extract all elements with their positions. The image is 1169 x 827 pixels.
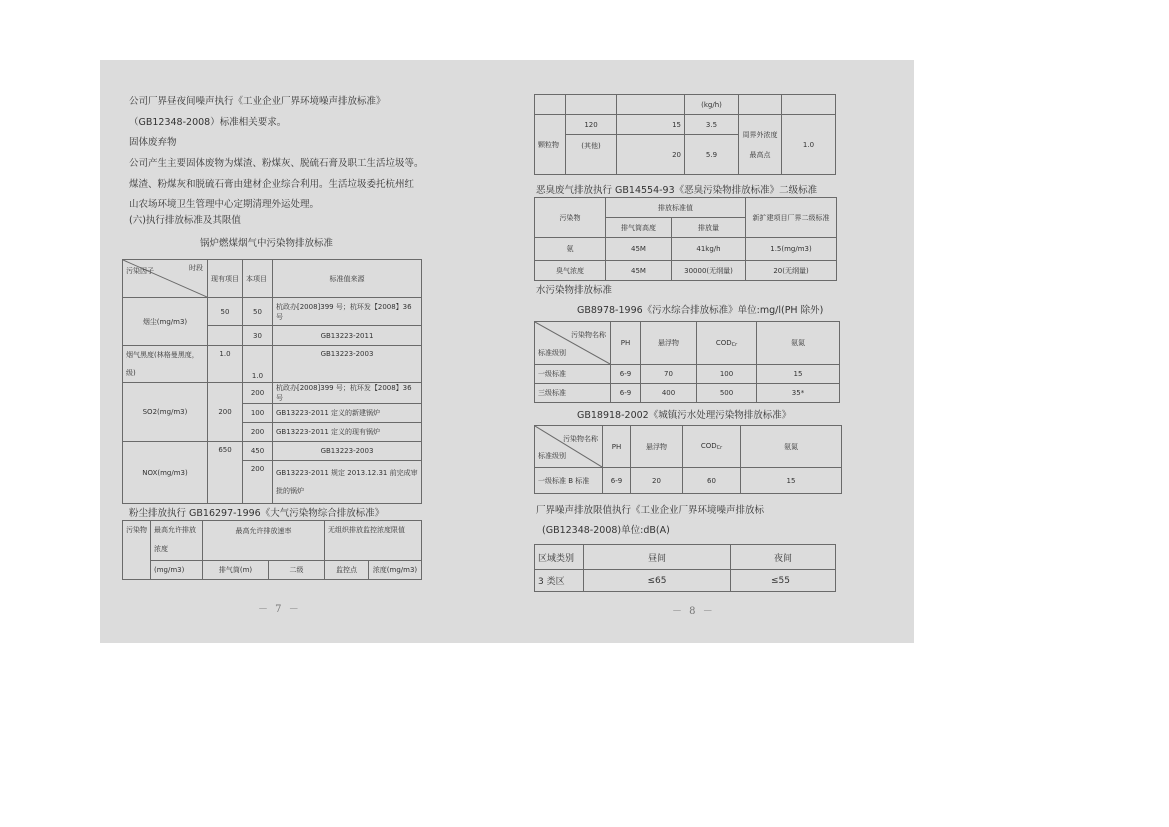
cell: 200 — [243, 461, 273, 504]
cell: 450 — [243, 442, 273, 461]
cell: GB13223-2003 — [273, 442, 422, 461]
header-max-rate: 最高允许排放速率 — [203, 521, 325, 561]
cell: 650 — [208, 442, 243, 504]
cell: 6-9 — [603, 468, 631, 494]
section-heading: 水污染物排放标准 — [536, 285, 613, 296]
header-max-conc: 最高允许排放浓度 — [151, 521, 203, 561]
header-standard-level: 标准级别 — [538, 349, 566, 357]
cell: GB13223-2011 定义的现有锅炉 — [273, 423, 422, 442]
body-line: 公司产生主要固体废物为煤渣、粉煤灰、脱硫石膏及职工生活垃圾等。 — [129, 158, 424, 169]
cod-subscript: Cr — [716, 445, 723, 451]
row-label: 烟尘(mg/m3) — [123, 298, 208, 346]
header-factor: 污染因子 — [126, 267, 154, 275]
cell: 杭政办[2008]399 号；杭环发【2008】36 号 — [273, 383, 422, 404]
wastewater-table-gb8978 — [534, 321, 840, 403]
cell: 70 — [641, 365, 697, 384]
document-page-8 — [507, 60, 914, 643]
cell: 一级标准 B 标准 — [535, 468, 603, 494]
cell: 臭气浓度 — [535, 261, 606, 281]
table-row — [123, 442, 422, 461]
cell: 6-9 — [611, 384, 641, 403]
cell: 35* — [757, 384, 840, 403]
header-boundary: 新扩建项目厂界二级标准 — [746, 198, 837, 238]
table-row — [535, 384, 840, 403]
noise-limit-table — [534, 544, 836, 592]
header-day: 昼间 — [584, 545, 731, 570]
cell: 1.0 — [243, 346, 273, 383]
table-row — [123, 298, 422, 326]
header-cod — [697, 322, 757, 365]
table-row — [123, 383, 422, 404]
cell — [739, 95, 782, 115]
cell: 杭政办[2008]399 号；杭环发【2008】36 号 — [273, 298, 422, 326]
header-ss: 悬浮物 — [641, 322, 697, 365]
diagonal-header-cell — [535, 322, 611, 365]
cell — [208, 326, 243, 346]
cell: 氨 — [535, 238, 606, 261]
header-level: 二级 — [269, 561, 325, 580]
cod-label: COD — [700, 442, 717, 450]
table-title: 恶臭废气排放执行 GB14554-93《恶臭污染物排放标准》二级标准 — [536, 185, 818, 196]
wastewater-table-gb18918 — [534, 425, 842, 494]
header-conc-unit: (mg/m3) — [151, 561, 203, 580]
cell: 200 — [208, 383, 243, 442]
cell: 5.9 — [685, 135, 739, 175]
cell: 100 — [243, 404, 273, 423]
header-existing: 现有项目 — [208, 260, 243, 298]
table-row — [535, 468, 842, 494]
header-fugitive: 无组织排放监控浓度限值 — [325, 521, 422, 561]
cell: 1.0 — [782, 115, 836, 175]
cell: 3 类区 — [535, 570, 584, 592]
diagonal-header-cell — [123, 260, 208, 298]
cell: 45M — [606, 238, 672, 261]
cell: 6-9 — [611, 365, 641, 384]
cell: ≤55 — [731, 570, 836, 592]
cell: 三级标准 — [535, 384, 611, 403]
cell: ≤65 — [584, 570, 731, 592]
cell: 1.0 — [208, 346, 243, 383]
diagonal-header-cell — [535, 426, 603, 468]
page-number: － 8 － — [672, 606, 715, 617]
cell: 20 — [631, 468, 683, 494]
table-title: 锅炉燃煤烟气中污染物排放标准 — [200, 238, 334, 249]
cell: 一级标准 — [535, 365, 611, 384]
table-row — [535, 115, 836, 135]
row-label: NOX(mg/m3) — [123, 442, 208, 504]
section-heading: 固体废弃物 — [129, 137, 177, 148]
cell: GB13223-2011 规定 2013.12.31 前完成审批的锅炉 — [273, 461, 422, 504]
cell: 周界外浓度最高点 — [739, 115, 782, 175]
header-monitor-point: 监控点 — [325, 561, 369, 580]
cell: 41kg/h — [672, 238, 746, 261]
header-period: 时段 — [189, 264, 203, 272]
header-rate-unit: (kg/h) — [685, 95, 739, 115]
cell: 30000(无纲量) — [672, 261, 746, 281]
table-row — [535, 365, 840, 384]
page-number: － 7 － — [258, 604, 301, 615]
dust-table-continued — [534, 94, 836, 175]
cell: GB13223-2003 — [273, 346, 422, 383]
cell: 200 — [243, 423, 273, 442]
body-line: 煤渣、粉煤灰和脱硫石膏由建材企业综合利用。生活垃圾委托杭州红 — [129, 179, 415, 190]
header-standard-level: 标准级别 — [538, 452, 566, 460]
header-pollutant-name: 污染物名称 — [571, 331, 606, 339]
cell: 20 — [617, 135, 685, 175]
header-rate: 排放量 — [672, 218, 746, 238]
cell: GB13223-2011 定义的新建锅炉 — [273, 404, 422, 423]
header-ph: PH — [603, 426, 631, 468]
header-pollutant: 污染物 — [123, 521, 151, 580]
cell: 45M — [606, 261, 672, 281]
header-zone: 区域类别 — [535, 545, 584, 570]
table-title: GB18918-2002《城镇污水处理污染物排放标准》 — [577, 410, 792, 421]
header-conc: 浓度(mg/m3) — [369, 561, 422, 580]
row-label: 烟气黑度(林格曼黑度，级) — [123, 346, 208, 383]
body-line: 厂界噪声排放限值执行《工业企业厂界环境噪声排放标 — [536, 505, 765, 516]
table-row — [535, 261, 837, 281]
cell: 100 — [697, 365, 757, 384]
cell — [535, 95, 566, 115]
body-line: （GB12348-2008）标准相关要求。 — [129, 117, 287, 128]
cell: 15 — [757, 365, 840, 384]
cell: 15 — [617, 115, 685, 135]
cell: 500 — [697, 384, 757, 403]
cell: 50 — [243, 298, 273, 326]
cell: 20(无纲量) — [746, 261, 837, 281]
cell — [566, 95, 617, 115]
table-row — [123, 346, 422, 383]
row-label: 颗粒物 — [535, 115, 566, 175]
header-ammonia: 氨氮 — [757, 322, 840, 365]
cell: 15 — [741, 468, 842, 494]
cell: 3.5 — [685, 115, 739, 135]
header-standard: 排放标准值 — [606, 198, 746, 218]
table-row — [535, 570, 836, 592]
body-line: 公司厂界昼夜间噪声执行《工业企业厂界环境噪声排放标准》 — [129, 96, 386, 107]
header-stack-height: 排气筒高度 — [606, 218, 672, 238]
header-night: 夜间 — [731, 545, 836, 570]
cell — [782, 95, 836, 115]
header-source: 标准值来源 — [273, 260, 422, 298]
table-title: 粉尘排放执行 GB16297-1996《大气污染物综合排放标准》 — [129, 508, 385, 519]
header-ss: 悬浮物 — [631, 426, 683, 468]
cell: 50 — [208, 298, 243, 326]
table-title: GB8978-1996《污水综合排放标准》单位:mg/l(PH 除外) — [577, 305, 824, 316]
cell: 1.5(mg/m3) — [746, 238, 837, 261]
cell: GB13223-2011 — [273, 326, 422, 346]
dust-emission-table — [122, 520, 422, 580]
cod-subscript: Cr — [731, 341, 738, 348]
odor-emission-table — [534, 197, 837, 281]
cell: 60 — [683, 468, 741, 494]
header-project: 本项目 — [243, 260, 273, 298]
cell: 400 — [641, 384, 697, 403]
body-line: (GB12348-2008)单位:dB(A) — [542, 525, 670, 536]
document-page-7 — [100, 60, 507, 643]
header-pollutant: 污染物 — [535, 198, 606, 238]
boiler-emission-table — [122, 259, 422, 504]
header-pollutant-name: 污染物名称 — [563, 435, 598, 443]
header-ammonia: 氨氮 — [741, 426, 842, 468]
header-stack: 排气筒(m) — [203, 561, 269, 580]
section-heading: (六)执行排放标准及其限值 — [129, 215, 241, 226]
row-label: SO2(mg/m3) — [123, 383, 208, 442]
cell: (其他) — [566, 135, 617, 175]
header-ph: PH — [611, 322, 641, 365]
cell: 200 — [243, 383, 273, 404]
cell: 120 — [566, 115, 617, 135]
body-line: 山农场环境卫生管理中心定期清理外运处理。 — [129, 199, 320, 210]
table-row — [535, 238, 837, 261]
cell: 30 — [243, 326, 273, 346]
cell — [617, 95, 685, 115]
header-cod — [683, 426, 741, 468]
cod-label: COD — [715, 338, 732, 347]
